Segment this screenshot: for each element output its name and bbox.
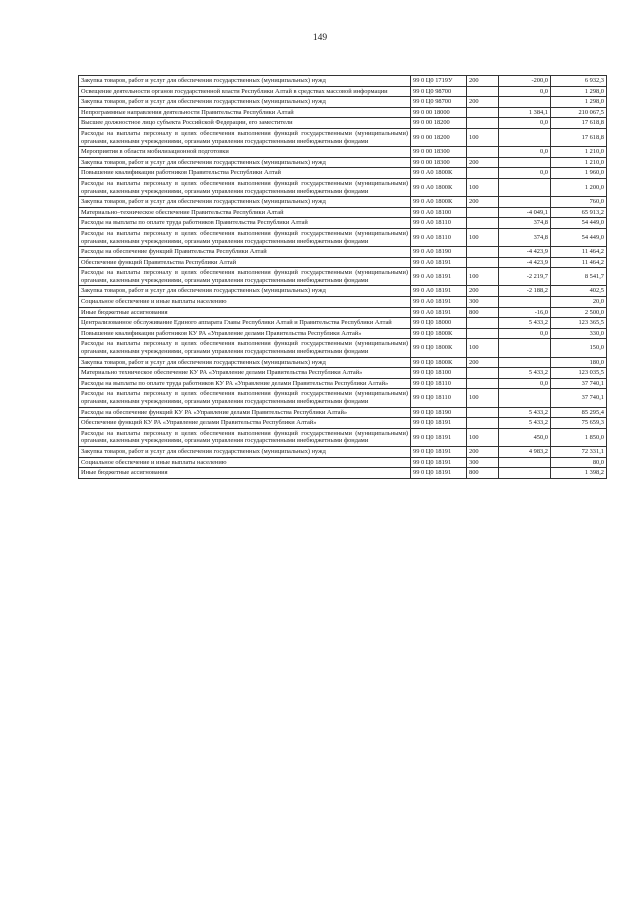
row-expense-type	[467, 407, 499, 418]
row-target-code: 99 0 Ц0 1800К	[411, 357, 467, 368]
row-description: Обеспечение функций Правительства Республики Алтай	[79, 257, 411, 268]
row-total-amount: 402,5	[551, 286, 607, 297]
row-change-amount: -2 219,7	[499, 268, 551, 286]
row-expense-type	[467, 118, 499, 129]
row-description: Расходы на выплаты по оплате труда работников КУ РА «Управление делами Правительства Республики Алтай»	[79, 378, 411, 389]
row-expense-type	[467, 378, 499, 389]
row-expense-type: 300	[467, 297, 499, 308]
row-total-amount: 54 449,0	[551, 228, 607, 246]
row-change-amount	[499, 157, 551, 168]
row-total-amount: 6 932,3	[551, 76, 607, 87]
table-row	[79, 378, 607, 389]
table-row	[79, 446, 607, 457]
row-change-amount: 450,0	[499, 428, 551, 446]
row-target-code: 99 0 Ц0 1800К	[411, 328, 467, 339]
row-total-amount: 150,0	[551, 339, 607, 357]
row-target-code: 99 0 00 18200	[411, 118, 467, 129]
table-row	[79, 128, 607, 146]
row-expense-type	[467, 257, 499, 268]
row-target-code: 99 0 Ц0 18100	[411, 368, 467, 379]
row-expense-type: 100	[467, 228, 499, 246]
row-target-code: 99 0 А0 18110	[411, 218, 467, 229]
row-description: Расходы на выплаты персоналу в целях обеспечения выполнения функций государственными (муниципальными) органами, казенными учреждениями, органами управления государственными внебюджетными фондами	[79, 268, 411, 286]
row-change-amount: 5 433,2	[499, 418, 551, 429]
row-total-amount: 72 331,1	[551, 446, 607, 457]
row-total-amount: 65 913,2	[551, 207, 607, 218]
row-description: Закупка товаров, работ и услуг для обеспечения государственных (муниципальных) нужд	[79, 286, 411, 297]
table-row	[79, 178, 607, 196]
row-expense-type	[467, 318, 499, 329]
table-row	[79, 339, 607, 357]
row-description: Повышение квалификации работников Правительства Республики Алтай	[79, 168, 411, 179]
row-change-amount: 0,0	[499, 86, 551, 97]
row-expense-type: 300	[467, 457, 499, 468]
row-total-amount: 85 295,4	[551, 407, 607, 418]
row-expense-type: 200	[467, 446, 499, 457]
row-total-amount: 123 035,5	[551, 368, 607, 379]
table-row	[79, 97, 607, 108]
row-change-amount	[499, 468, 551, 479]
table-row	[79, 286, 607, 297]
row-target-code: 99 0 Ц0 98700	[411, 97, 467, 108]
row-expense-type: 200	[467, 157, 499, 168]
row-description: Повышение квалификации работников КУ РА «Управление делами Правительства Республики Алтай»	[79, 328, 411, 339]
row-total-amount: 20,0	[551, 297, 607, 308]
budget-table-body	[79, 76, 607, 479]
table-row	[79, 368, 607, 379]
row-description: Расходы на выплаты персоналу в целях обеспечения выполнения функций государственными (муниципальными) органами, казенными учреждениями, органами управления государственными внебюджетными фондами	[79, 428, 411, 446]
row-total-amount: 75 659,3	[551, 418, 607, 429]
row-total-amount: 17 618,8	[551, 118, 607, 129]
row-change-amount: -200,0	[499, 76, 551, 87]
table-row	[79, 468, 607, 479]
table-row	[79, 407, 607, 418]
row-expense-type	[467, 207, 499, 218]
table-row	[79, 168, 607, 179]
row-expense-type	[467, 168, 499, 179]
row-description: Закупка товаров, работ и услуг для обеспечения государственных (муниципальных) нужд	[79, 357, 411, 368]
row-description: Социальное обеспечение и иные выплаты населению	[79, 457, 411, 468]
row-description: Закупка товаров, работ и услуг для обеспечения государственных (муниципальных) нужд	[79, 157, 411, 168]
row-total-amount: 11 464,2	[551, 247, 607, 258]
page-number: 149	[312, 33, 328, 43]
row-total-amount: 1 850,0	[551, 428, 607, 446]
row-total-amount: 1 210,0	[551, 157, 607, 168]
row-expense-type	[467, 368, 499, 379]
table-row	[79, 328, 607, 339]
row-target-code: 99 0 А0 18191	[411, 268, 467, 286]
row-expense-type	[467, 328, 499, 339]
row-expense-type: 100	[467, 128, 499, 146]
row-expense-type: 100	[467, 268, 499, 286]
row-change-amount: -16,0	[499, 307, 551, 318]
row-change-amount: 0,0	[499, 168, 551, 179]
table-row	[79, 428, 607, 446]
row-target-code: 99 0 Ц0 18191	[411, 468, 467, 479]
table-row	[79, 147, 607, 158]
row-change-amount	[499, 178, 551, 196]
row-change-amount	[499, 297, 551, 308]
row-total-amount: 210 067,5	[551, 107, 607, 118]
table-row	[79, 389, 607, 407]
row-total-amount: 1 210,0	[551, 147, 607, 158]
row-expense-type: 200	[467, 76, 499, 87]
row-target-code: 99 0 А0 18191	[411, 286, 467, 297]
row-expense-type	[467, 418, 499, 429]
table-row	[79, 197, 607, 208]
row-total-amount: 1 298,0	[551, 86, 607, 97]
row-target-code: 99 0 00 18200	[411, 128, 467, 146]
row-description: Материально техническое обеспечение КУ РА «Управление делами Правительства Республики Алтай»	[79, 368, 411, 379]
table-row	[79, 297, 607, 308]
row-description: Расходы на выплаты персоналу в целях обеспечения выполнения функций государственными (муниципальными) органами, казенными учреждениями, органами управления государственными внебюджетными фондами	[79, 178, 411, 196]
row-description: Высшее должностное лицо субъекта Российской Федерации, его заместители	[79, 118, 411, 129]
row-total-amount: 54 449,0	[551, 218, 607, 229]
row-target-code: 99 0 00 18000	[411, 107, 467, 118]
row-description: Закупка товаров, работ и услуг для обеспечения государственных (муниципальных) нужд	[79, 446, 411, 457]
row-change-amount: -4 423,9	[499, 247, 551, 258]
row-expense-type: 800	[467, 307, 499, 318]
row-total-amount: 1 960,0	[551, 168, 607, 179]
row-change-amount	[499, 389, 551, 407]
row-change-amount: 5 433,2	[499, 318, 551, 329]
row-description: Иные бюджетные ассигнования	[79, 307, 411, 318]
row-description: Расходы на выплаты по оплате труда работников Правительства Республики Алтай	[79, 218, 411, 229]
row-target-code: 99 0 Ц0 18110	[411, 378, 467, 389]
table-row	[79, 357, 607, 368]
row-target-code: 99 0 А0 1800К	[411, 168, 467, 179]
row-change-amount: 374,8	[499, 228, 551, 246]
row-change-amount: 1 384,1	[499, 107, 551, 118]
row-target-code: 99 0 А0 18191	[411, 257, 467, 268]
row-change-amount	[499, 339, 551, 357]
row-target-code: 99 0 Ц0 18191	[411, 446, 467, 457]
row-description: Закупка товаров, работ и услуг для обеспечения государственных (муниципальных) нужд	[79, 97, 411, 108]
table-row	[79, 157, 607, 168]
row-target-code: 99 0 А0 18190	[411, 247, 467, 258]
row-target-code: 99 0 Ц0 18110	[411, 389, 467, 407]
table-row	[79, 418, 607, 429]
row-target-code: 99 0 Ц0 18191	[411, 418, 467, 429]
row-target-code: 99 0 А0 1800К	[411, 178, 467, 196]
row-expense-type: 800	[467, 468, 499, 479]
row-expense-type: 200	[467, 197, 499, 208]
row-target-code: 99 0 00 18300	[411, 147, 467, 158]
row-expense-type: 100	[467, 428, 499, 446]
row-expense-type	[467, 218, 499, 229]
row-change-amount: -4 049,1	[499, 207, 551, 218]
row-change-amount	[499, 457, 551, 468]
row-total-amount: 8 541,7	[551, 268, 607, 286]
table-row	[79, 257, 607, 268]
row-change-amount: 4 983,2	[499, 446, 551, 457]
row-total-amount: 11 464,2	[551, 257, 607, 268]
row-expense-type	[467, 147, 499, 158]
table-row	[79, 457, 607, 468]
row-expense-type: 200	[467, 97, 499, 108]
row-total-amount: 1 200,0	[551, 178, 607, 196]
row-change-amount: 0,0	[499, 378, 551, 389]
row-description: Мероприятия в области мобилизационной подготовки	[79, 147, 411, 158]
row-target-code: 99 0 Ц0 18191	[411, 457, 467, 468]
row-change-amount	[499, 197, 551, 208]
row-total-amount: 37 740,1	[551, 378, 607, 389]
row-target-code: 99 0 Ц0 18000	[411, 318, 467, 329]
row-target-code: 99 0 Ц0 1800К	[411, 339, 467, 357]
row-description: Социальное обеспечение и иные выплаты населению	[79, 297, 411, 308]
row-target-code: 99 0 А0 18191	[411, 297, 467, 308]
row-description: Закупка товаров, работ и услуг для обеспечения государственных (муниципальных) нужд	[79, 197, 411, 208]
row-expense-type: 100	[467, 339, 499, 357]
row-total-amount: 123 365,5	[551, 318, 607, 329]
row-total-amount: 180,0	[551, 357, 607, 368]
row-description: Закупка товаров, работ и услуг для обеспечения государственных (муниципальных) нужд	[79, 76, 411, 87]
row-description: Материально–техническое обеспечение Правительства Республики Алтай	[79, 207, 411, 218]
row-total-amount: 330,0	[551, 328, 607, 339]
row-change-amount	[499, 97, 551, 108]
row-target-code: 99 0 00 18300	[411, 157, 467, 168]
row-total-amount: 37 740,1	[551, 389, 607, 407]
row-description: Иные бюджетные ассигнования	[79, 468, 411, 479]
row-change-amount: -4 423,9	[499, 257, 551, 268]
table-row	[79, 118, 607, 129]
table-row	[79, 86, 607, 97]
row-change-amount: 0,0	[499, 118, 551, 129]
row-description: Расходы на выплаты персоналу в целях обеспечения выполнения функций государственными (муниципальными) органами, казенными учреждениями, органами управления государственными внебюджетными фондами	[79, 389, 411, 407]
row-expense-type	[467, 86, 499, 97]
table-row	[79, 307, 607, 318]
row-total-amount: 760,0	[551, 197, 607, 208]
row-description: Освещение деятельности органов государственной власти Республики Алтай в средствах массовой информации	[79, 86, 411, 97]
table-row	[79, 318, 607, 329]
row-change-amount: 5 433,2	[499, 407, 551, 418]
row-target-code: 99 0 А0 18191	[411, 307, 467, 318]
row-target-code: 99 0 А0 18100	[411, 207, 467, 218]
row-expense-type: 200	[467, 357, 499, 368]
row-change-amount	[499, 357, 551, 368]
row-description: Непрограммные направления деятельности Правительства Республики Алтай	[79, 107, 411, 118]
row-total-amount: 2 500,0	[551, 307, 607, 318]
row-description: Централизованное обслуживание Единого аппарата Главы Республики Алтай и Правительства Республики Алтай	[79, 318, 411, 329]
table-row	[79, 268, 607, 286]
row-target-code: 99 0 А0 18110	[411, 228, 467, 246]
budget-table	[78, 75, 607, 479]
row-target-code: 99 0 Ц0 1719У	[411, 76, 467, 87]
row-change-amount: 0,0	[499, 328, 551, 339]
row-description: Расходы на обеспечение функций Правительства Республики Алтай	[79, 247, 411, 258]
row-change-amount: 374,8	[499, 218, 551, 229]
table-row	[79, 218, 607, 229]
row-total-amount: 1 298,0	[551, 97, 607, 108]
row-total-amount: 80,0	[551, 457, 607, 468]
row-change-amount: -2 188,2	[499, 286, 551, 297]
table-row	[79, 207, 607, 218]
row-change-amount: 0,0	[499, 147, 551, 158]
row-target-code: 99 0 Ц0 18190	[411, 407, 467, 418]
row-change-amount: 5 433,2	[499, 368, 551, 379]
row-expense-type	[467, 247, 499, 258]
row-target-code: 99 0 Ц0 98700	[411, 86, 467, 97]
row-expense-type	[467, 107, 499, 118]
row-description: Расходы на выплаты персоналу в целях обеспечения выполнения функций государственными (муниципальными) органами, казенными учреждениями, органами управления государственными внебюджетными фондами	[79, 339, 411, 357]
row-total-amount: 17 618,8	[551, 128, 607, 146]
table-row	[79, 228, 607, 246]
row-expense-type: 200	[467, 286, 499, 297]
row-description: Расходы на выплаты персоналу в целях обеспечения выполнения функций государственными (муниципальными) органами, казенными учреждениями, органами управления государственными внебюджетными фондами	[79, 228, 411, 246]
row-expense-type: 100	[467, 178, 499, 196]
row-total-amount: 1 398,2	[551, 468, 607, 479]
row-expense-type: 100	[467, 389, 499, 407]
table-row	[79, 76, 607, 87]
row-change-amount	[499, 128, 551, 146]
row-target-code: 99 0 Ц0 18191	[411, 428, 467, 446]
row-description: Обеспечение функций КУ РА «Управление делами Правительства Республики Алтай»	[79, 418, 411, 429]
row-description: Расходы на выплаты персоналу в целях обеспечения выполнения функций государственными (муниципальными) органами, казенными учреждениями, органами управления государственными внебюджетными фондами	[79, 128, 411, 146]
row-target-code: 99 0 А0 1800К	[411, 197, 467, 208]
table-row	[79, 107, 607, 118]
row-description: Расходы на обеспечение функций КУ РА «Управление делами Правительства Республики Алтай»	[79, 407, 411, 418]
table-row	[79, 247, 607, 258]
